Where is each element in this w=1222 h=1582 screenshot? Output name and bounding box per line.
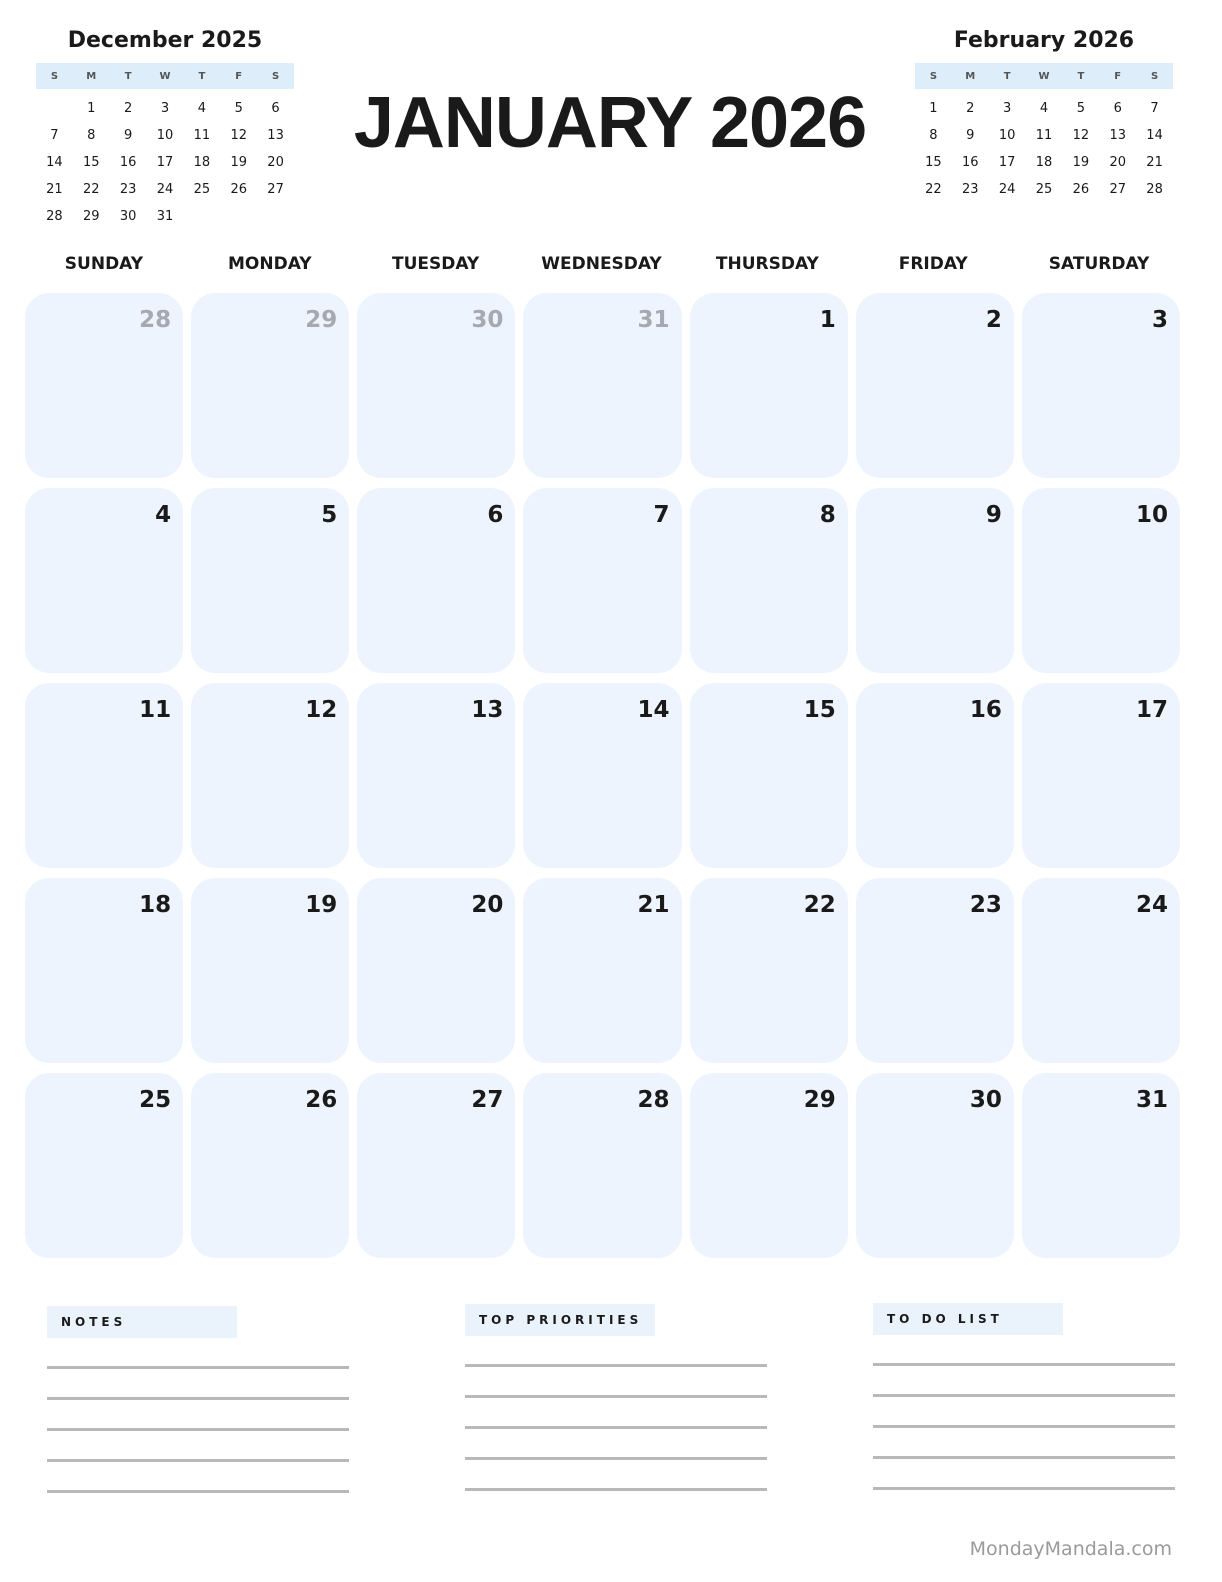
day-cell[interactable] [1022,1073,1180,1258]
mini-day: 22 [925,182,942,197]
writing-line [465,1488,767,1491]
mini-day: 3 [160,101,170,116]
priorities-label: TOP PRIORITIES [465,1304,655,1336]
day-cell[interactable] [357,488,515,673]
mini-day: 5 [234,101,243,116]
mini-day: 9 [966,128,975,143]
mini-weekday-header [36,63,294,89]
page-title: JANUARY 2026 [353,83,867,163]
mini-weekday: M [86,70,97,82]
day-cell[interactable] [523,683,681,868]
mini-day: 12 [1072,128,1090,143]
day-cell[interactable] [690,683,848,868]
day-number: 28 [139,307,172,333]
day-cell[interactable] [25,1073,183,1258]
day-number: 30 [969,1087,1002,1113]
writing-line [47,1366,349,1369]
day-number: 9 [985,502,1002,528]
day-number: 30 [471,307,504,333]
day-number: 4 [155,502,172,528]
writing-line [873,1394,1175,1397]
weekday-label: THURSDAY [715,254,819,274]
day-number: 29 [305,307,338,333]
mini-day: 27 [267,182,284,197]
mini-day: 8 [87,128,96,143]
day-cell-prev-month [523,293,681,478]
priorities-section [465,1304,767,1491]
mini-weekday: S [929,70,938,82]
writing-line [47,1490,349,1493]
mini-day: 4 [197,101,206,116]
mini-day: 28 [1146,182,1163,197]
mini-weekday: S [50,70,59,82]
mini-title: February 2026 [953,28,1135,53]
day-cell[interactable] [191,683,349,868]
weekday-label: SATURDAY [1048,254,1150,274]
mini-day: 29 [83,209,100,224]
mini-day: 19 [1072,155,1090,170]
mini-day: 2 [966,101,975,116]
day-cell[interactable] [856,683,1014,868]
writing-line [465,1395,767,1398]
mini-day: 13 [267,128,284,143]
day-number: 17 [1135,697,1168,723]
day-cell[interactable] [523,1073,681,1258]
day-number: 18 [139,892,172,918]
mini-day: 25 [193,182,211,197]
notes-label: NOTES [47,1306,237,1338]
mini-day: 17 [998,155,1016,170]
mini-weekday: M [965,70,976,82]
writing-line [47,1428,349,1431]
mini-title: December 2025 [67,28,263,53]
mini-day: 9 [123,128,133,143]
day-cell-prev-month [357,293,515,478]
mini-weekday: W [1038,70,1050,82]
mini-day: 17 [156,155,174,170]
mini-day: 11 [193,128,211,143]
mini-day: 21 [1146,155,1163,170]
mini-day: 6 [1113,101,1122,116]
month-grid [25,293,1180,1258]
writing-line [47,1459,349,1462]
mini-day: 16 [119,155,137,170]
mini-day: 14 [46,155,63,170]
day-cell[interactable] [1022,878,1180,1063]
mini-day: 19 [230,155,247,170]
mini-day: 14 [1146,128,1163,143]
day-cell-prev-month [191,293,349,478]
mini-calendar-next [915,28,1173,199]
day-number: 16 [969,697,1002,723]
weekday-label: MONDAY [227,254,312,274]
mini-weekday: S [1150,70,1159,82]
mini-day: 26 [230,182,247,197]
mini-day: 1 [87,101,96,116]
mini-day: 20 [1109,155,1126,170]
day-number: 12 [305,697,338,723]
weekday-label: FRIDAY [898,254,968,274]
day-number: 22 [803,892,836,918]
day-number: 26 [305,1087,338,1113]
writing-line [465,1457,767,1460]
todo-section [873,1303,1175,1490]
day-number: 31 [637,307,670,333]
day-number: 3 [1151,307,1168,333]
mini-day: 22 [83,182,100,197]
writing-line [873,1487,1175,1490]
mini-day: 13 [1109,128,1126,143]
notes-section [47,1306,349,1493]
mini-day: 10 [156,128,174,143]
mini-day: 10 [998,128,1016,143]
brand-watermark: MondayMandala.com [969,1538,1172,1560]
mini-day: 5 [1076,101,1085,116]
day-cell[interactable] [191,1073,349,1258]
day-cell-prev-month [25,293,183,478]
day-cell[interactable] [191,488,349,673]
mini-days [36,99,294,226]
writing-line [47,1397,349,1400]
day-cell[interactable] [690,293,848,478]
day-number: 19 [305,892,338,918]
day-cell[interactable] [523,878,681,1063]
writing-line [873,1456,1175,1459]
day-number: 20 [471,892,504,918]
day-cell[interactable] [856,293,1014,478]
day-cell[interactable] [856,488,1014,673]
day-cell[interactable] [1022,293,1180,478]
mini-day: 15 [925,155,942,170]
day-cell[interactable] [191,878,349,1063]
weekday-label: TUESDAY [392,254,480,274]
mini-day: 27 [1109,182,1126,197]
day-number: 24 [1135,892,1168,918]
day-cell[interactable] [690,1073,848,1258]
writing-line [873,1363,1175,1366]
day-cell[interactable] [357,1073,515,1258]
weekday-header [25,254,1178,274]
day-number: 21 [637,892,670,918]
day-number: 2 [985,307,1002,333]
mini-day: 21 [46,182,63,197]
mini-day: 11 [1035,128,1053,143]
day-cell[interactable] [690,488,848,673]
todo-label: TO DO LIST [873,1303,1063,1335]
day-number: 8 [819,502,836,528]
mini-weekday: S [271,70,280,82]
day-cell[interactable] [357,878,515,1063]
mini-day: 7 [1150,101,1159,116]
writing-line [465,1426,767,1429]
mini-weekday-header [915,63,1173,89]
day-number: 5 [321,502,338,528]
day-cell[interactable] [856,878,1014,1063]
mini-day: 28 [46,209,63,224]
day-cell[interactable] [856,1073,1014,1258]
day-cell[interactable] [1022,488,1180,673]
day-number: 6 [487,502,504,528]
mini-day: 23 [962,182,979,197]
day-number: 15 [803,697,836,723]
day-number: 13 [471,697,504,723]
day-cell[interactable] [25,878,183,1063]
day-number: 10 [1135,502,1168,528]
day-cell[interactable] [357,683,515,868]
mini-day: 23 [119,182,137,197]
mini-day: 31 [156,209,174,224]
day-number: 14 [637,697,670,723]
day-number: 27 [471,1087,504,1113]
mini-day: 24 [156,182,174,197]
mini-weekday: T [198,70,206,82]
mini-weekday: W [159,70,171,82]
weekday-label: SUNDAY [64,254,144,274]
mini-day: 7 [50,128,59,143]
mini-day: 24 [998,182,1016,197]
day-number: 23 [969,892,1002,918]
day-number: 31 [1135,1087,1168,1113]
mini-weekday: T [1003,70,1011,82]
mini-day [36,99,73,118]
day-cell[interactable] [690,878,848,1063]
day-number: 7 [653,502,670,528]
mini-day: 6 [271,101,280,116]
mini-day: 18 [1035,155,1053,170]
day-cell[interactable] [523,488,681,673]
mini-weekday: T [1077,70,1085,82]
day-cell[interactable] [25,488,183,673]
day-number: 11 [139,697,172,723]
mini-day: 2 [123,101,133,116]
mini-day: 4 [1039,101,1049,116]
mini-day: 25 [1035,182,1053,197]
mini-day: 1 [929,101,938,116]
weekday-label: WEDNESDAY [541,254,662,274]
mini-calendar-prev [36,28,294,226]
writing-line [465,1364,767,1367]
mini-day: 18 [193,155,211,170]
mini-day: 16 [962,155,979,170]
mini-days [915,99,1173,199]
mini-day: 26 [1072,182,1090,197]
mini-day: 20 [267,155,284,170]
mini-day: 3 [1002,101,1012,116]
mini-day: 30 [119,209,137,224]
day-number: 28 [637,1087,670,1113]
writing-line [873,1425,1175,1428]
mini-day: 8 [929,128,938,143]
mini-weekday: F [235,70,243,82]
mini-weekday: F [1114,70,1122,82]
day-number: 1 [819,307,836,333]
day-number: 25 [139,1087,172,1113]
day-cell[interactable] [25,683,183,868]
mini-day: 15 [83,155,100,170]
mini-weekday: T [124,70,132,82]
day-number: 29 [803,1087,836,1113]
mini-day: 12 [230,128,247,143]
day-cell[interactable] [1022,683,1180,868]
